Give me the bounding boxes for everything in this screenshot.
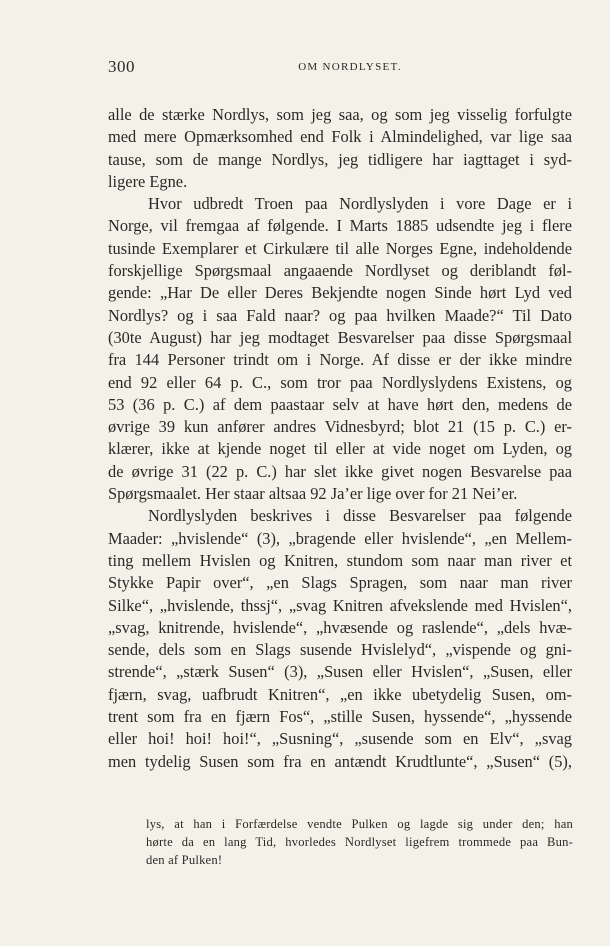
text-line: med mere Opmærksomhed end Folk i Almindelighed, var lige saa — [108, 127, 572, 147]
text-line: Norge, vil fremgaa af følgende. I Marts 1885 udsendte jeg i flere — [108, 216, 572, 236]
body-text — [108, 104, 572, 773]
footnote — [146, 815, 573, 870]
text-line: „svag, knitrende, hvislende“, „hvæsende og raslende“, „dels hvæ- — [108, 617, 572, 637]
text-line: tusinde Exemplarer et Cirkulære til alle Norges Egne, indeholdende — [108, 238, 572, 258]
footnote-line: den af Pulken! — [146, 853, 223, 868]
page-number: 300 — [108, 57, 135, 76]
text-line: Maader: „hvislende“ (3), „bragende eller hvislende“, „en Mellem- — [108, 528, 572, 548]
text-line: 53 (36 p. C.) af dem paastaar selv at have hørt den, medens de — [108, 394, 572, 414]
text-line: gende: „Har De eller Deres Bekjendte nogen Sinde hørt Lyd ved — [108, 283, 572, 303]
text-line: end 92 eller 64 p. C., som tror paa Nordlyslydens Existens, og — [108, 372, 572, 392]
text-line: klærer, ikke at kjende noget til eller at vide noget om Lyden, og — [108, 439, 572, 459]
text-line: forskjellige Spørgsmaal angaaende Nordlyset og deriblandt føl- — [108, 261, 572, 281]
text-line: sende, dels som en Slags susende Hvislelyd“, „vispende og gni- — [108, 640, 572, 660]
text-line: Silke“, „hvislende, thssj“, „svag Knitren afvekslende med Hvislen“, — [108, 595, 572, 615]
text-line: Nordlys? og i saa Fald naar? og paa hvilken Maade?“ Til Dato — [108, 305, 572, 325]
text-line: men tydelig Susen som fra en antændt Krudtlunte“, „Susen“ (5), — [108, 751, 572, 771]
running-title: OM NORDLYSET. — [298, 61, 402, 73]
text-line: trent som fra en fjærn Fos“, „stille Susen, hyssende“, „hyssende — [108, 707, 572, 727]
text-line: strende“, „stærk Susen“ (3), „Susen eller Hvislen“, „Susen, eller — [108, 662, 572, 682]
text-line: de øvrige 31 (22 p. C.) har slet ikke givet nogen Besvarelse paa — [108, 461, 572, 481]
text-line: eller hoi! hoi! hoi!“, „Susning“, „susende som en Elv“, „svag — [108, 729, 572, 749]
text-line: fra 144 Personer trindt om i Norge. Af disse er der ikke mindre — [108, 350, 572, 370]
text-line: Nordlyslyden beskrives i disse Besvarelser paa følgende — [148, 506, 572, 526]
page-header — [108, 57, 572, 79]
text-line: ligere Egne. — [108, 171, 188, 191]
text-line: Spørgsmaalet. Her staar altsaa 92 Ja’er lige over for 21 Nei’er. — [108, 484, 518, 504]
text-line: fjærn, svag, uafbrudt Knitren“, „en ikke ubetydelig Susen, om- — [108, 684, 572, 704]
text-line: Hvor udbredt Troen paa Nordlyslyden i vore Dage er i — [148, 194, 572, 214]
text-line: alle de stærke Nordlys, som jeg saa, og som jeg visselig forfulgte — [108, 105, 572, 124]
text-line: tause, som de mange Nordlys, jeg tidligere har iagttaget i syd- — [108, 149, 572, 169]
text-line: øvrige 39 kun anfører andres Vidnesbyrd; blot 21 (15 p. C.) er- — [108, 417, 572, 437]
footnote-line: hørte da en lang Tid, hvorledes Nordlyset ligefrem trommede paa Bun- — [146, 835, 573, 850]
text-line: (30te August) har jeg modtaget Besvarelser paa disse Spørgsmaal — [108, 327, 572, 347]
footnote-line: lys, at han i Forfærdelse vendte Pulken og lagde sig under den; han — [146, 817, 573, 831]
text-line: ting mellem Hvislen og Knitren, stundom som naar man river et — [108, 550, 572, 570]
text-line: Stykke Papir over“, „en Slags Spragen, som naar man river — [108, 573, 572, 593]
